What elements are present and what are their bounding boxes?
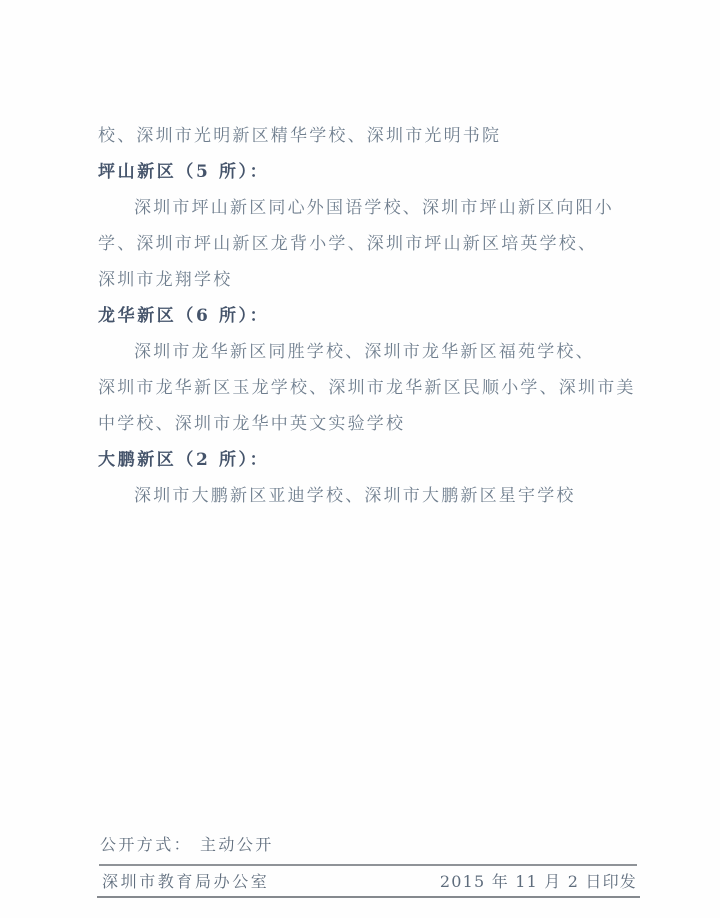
body-line: 深圳市龙华新区同胜学校、深圳市龙华新区福苑学校、 (134, 342, 595, 362)
section-heading-dapeng: 大鹏新区（2 所）： (98, 450, 270, 470)
divider-line-bottom (97, 896, 640, 898)
body-line: 深圳市大鹏新区亚迪学校、深圳市大鹏新区星宇学校 (134, 486, 576, 506)
body-line: 深圳市坪山新区同心外国语学校、深圳市坪山新区向阳小 (134, 198, 614, 218)
body-line: 学、深圳市坪山新区龙背小学、深圳市坪山新区培英学校、 (98, 234, 598, 254)
document-body (98, 118, 650, 514)
body-line: 校、深圳市光明新区精华学校、深圳市光明书院 (98, 126, 502, 146)
section-heading-pingshan: 坪山新区（5 所）： (98, 162, 270, 182)
divider-line-top (99, 864, 637, 866)
publicity-method-label: 公开方式： (100, 835, 193, 854)
publicity-method-row (100, 833, 274, 857)
body-line: 深圳市龙华新区玉龙学校、深圳市龙华新区民顺小学、深圳市美 (98, 378, 636, 398)
issuing-office: 深圳市教育局办公室 (102, 872, 270, 891)
issuer-row (102, 869, 637, 895)
body-line: 深圳市龙翔学校 (98, 270, 233, 290)
body-line: 中学校、深圳市龙华中英文实验学校 (98, 414, 406, 434)
publicity-method-value: 主动公开 (200, 835, 274, 854)
section-heading-longhua: 龙华新区（6 所）： (98, 306, 270, 326)
issue-date: 2015 年 11 月 2 日印发 (439, 872, 637, 891)
